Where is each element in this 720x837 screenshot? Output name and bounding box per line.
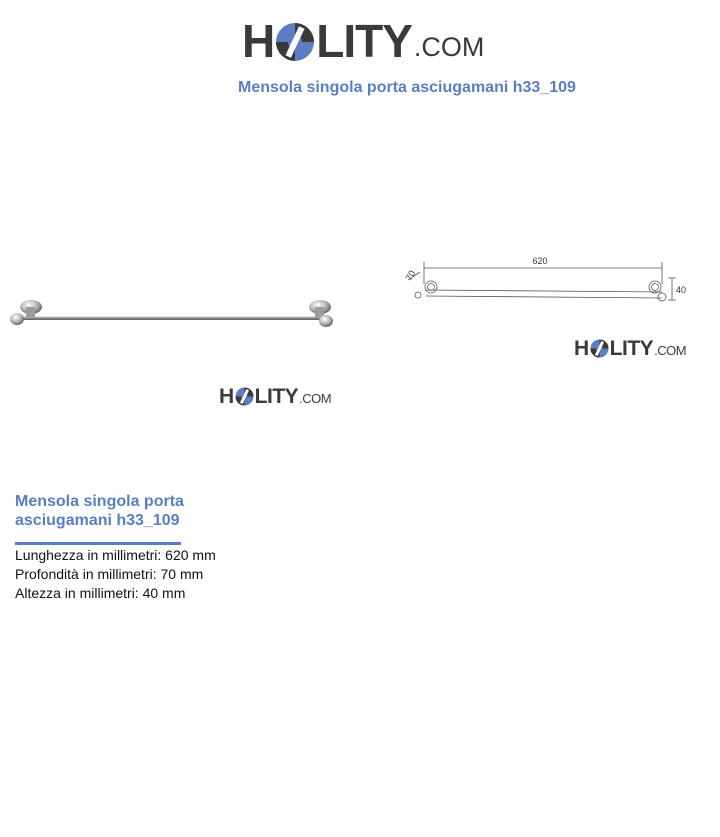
- technical-drawing: [400, 250, 700, 310]
- drawing-watermark-logo: [574, 338, 686, 359]
- product-photo: [0, 285, 345, 345]
- spec-height: Altezza in millimetri: 40 mm: [15, 585, 186, 601]
- logo-text-start: H: [219, 385, 234, 408]
- logo-o-mark-icon: [275, 22, 315, 62]
- logo-suffix: .COM: [299, 391, 332, 406]
- logo-suffix: .COM: [413, 32, 485, 62]
- product-title-line1: Mensola singola porta: [15, 493, 184, 510]
- drawing-lines: [408, 262, 676, 301]
- spec-depth: Profondità in millimetri: 70 mm: [15, 566, 204, 582]
- logo-o-mark-icon: [235, 387, 254, 406]
- photo-watermark-logo: [219, 386, 331, 407]
- spec-length: Lunghezza in millimetri: 620 mm: [15, 547, 216, 563]
- dimension-height-label: 40: [676, 285, 687, 295]
- dimension-length-label: 620: [532, 256, 548, 266]
- page-title: Mensola singola porta asciugamani h33_109: [238, 79, 576, 96]
- product-title: [15, 492, 245, 530]
- title-underline: [15, 542, 181, 545]
- logo-text-end: LITY: [609, 337, 654, 360]
- logo-suffix: .COM: [654, 343, 687, 358]
- spec-list: [15, 546, 216, 603]
- logo-text-start: H: [242, 15, 275, 67]
- logo-text-start: H: [574, 337, 589, 360]
- logo-o-mark-icon: [590, 339, 609, 358]
- logo-text-end: LITY: [254, 385, 299, 408]
- brand-logo: [242, 15, 485, 67]
- logo-text-end: LITY: [316, 15, 412, 67]
- dimension-depth-label: 70: [403, 268, 418, 283]
- product-title-line2: asciugamani h33_109: [15, 512, 180, 529]
